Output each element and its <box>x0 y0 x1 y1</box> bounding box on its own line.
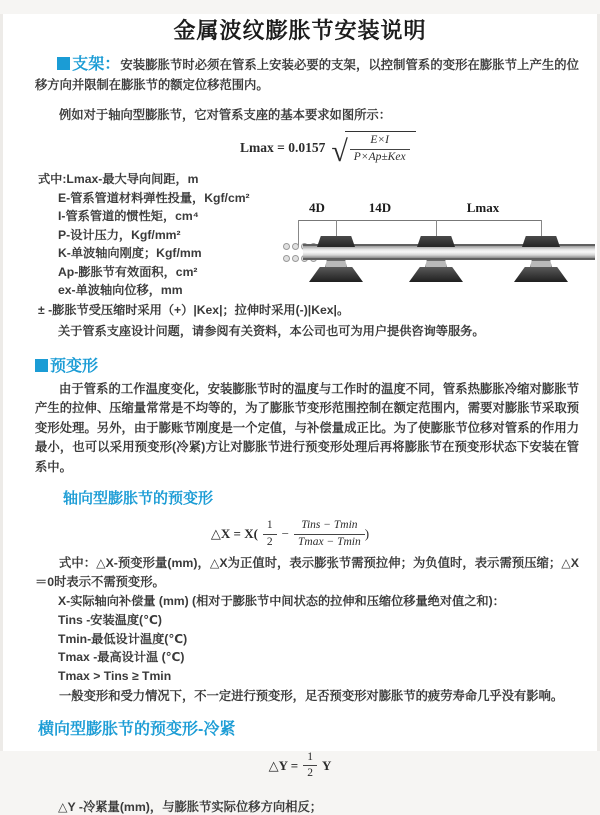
definition-line: 式中:Lmax-最大导向间距，m <box>38 172 199 186</box>
lateral-formula-rhs: Y <box>321 757 332 773</box>
axial-note: 一般变形和受力情况下，不一定进行预变形，足否预变形对膨胀节的疲劳寿命几乎没有影响。 <box>59 688 564 703</box>
formula-denominator: P×Ap±Kex <box>353 151 406 163</box>
radical-sign <box>331 131 415 168</box>
axial-item: Tmin-最低设计温度(℃) <box>58 631 188 646</box>
lateral-preform-formula <box>3 751 597 781</box>
blue-square-marker <box>35 359 48 372</box>
guide-clamp <box>317 236 355 247</box>
temp-denominator: Tmax − Tmin <box>298 535 361 548</box>
lateral-half-denominator: 2 <box>307 767 313 780</box>
axial-item: Tmax -最高设计温 (℃) <box>58 650 185 665</box>
axial-subheading: 轴向型膨胀节的预变形 <box>63 490 214 507</box>
pipe-support-diagram <box>283 200 597 292</box>
pipe-guide-support <box>304 236 368 284</box>
definition-line: E-管系管道材料弹性投量，Kgf/cm² <box>58 190 250 205</box>
dim-label-lmax: Lmax <box>466 200 500 215</box>
sqrt-glyph: √ <box>331 135 348 168</box>
axial-item: Tins -安装温度(℃) <box>58 612 162 627</box>
dim-label-4d: 4D <box>309 200 325 215</box>
support-intro-paragraph <box>35 55 579 95</box>
support-base <box>309 267 363 282</box>
axial-explain-paragraph: 式中：△X-预变形量(mm)，△X为正值时，表示膨张节需预拉伸；为负值时，表示需预压缩；△X＝0时表示不需预变形。 <box>35 556 579 589</box>
page-title: 金属波纹膨胀节安装说明 <box>173 18 427 43</box>
consult-note: 关于管系支座设计问题，请参阅有关资料，本公司也可为用户提供咨询等服务。 <box>58 324 485 338</box>
axial-preform-formula <box>3 518 577 550</box>
close-paren: ) <box>364 526 370 541</box>
temp-numerator: Tins − Tmin <box>294 519 365 535</box>
lateral-subheading: 横向型膨胀节的预变形-冷紧 <box>38 720 236 738</box>
half-numerator: 1 <box>263 519 277 535</box>
definition-line: I-管系管道的惯性矩，cm⁴ <box>58 209 199 223</box>
support-example-line: 例如对于轴向型膨胀节，它对管系支座的基本要求如图所示： <box>59 108 392 122</box>
definition-line: P-设计压力，Kgf/mm² <box>58 227 181 242</box>
guide-clamp <box>417 236 455 247</box>
document-page <box>0 14 600 814</box>
plus-minus-note: ± -膨胀节受压缩时采用（+）|Kex|；拉伸时采用(-)|Kex|。 <box>38 302 350 317</box>
definition-line: ex-单波轴向位移，mm <box>58 283 183 297</box>
definition-line: Ap-膨胀节有效面积，cm² <box>58 264 198 279</box>
axial-formula-lhs: △X = X( <box>210 526 258 541</box>
formula-numerator: E×I <box>350 134 410 150</box>
lateral-note: △Y -冷紧量(mm)，与膨胀节实际位移方向相反； <box>58 799 323 814</box>
blue-square-marker <box>57 57 70 70</box>
preform-section-heading <box>35 353 579 376</box>
half-denominator: 2 <box>266 535 273 548</box>
support-base <box>514 267 568 282</box>
support-base <box>409 267 463 282</box>
preform-heading-text: 预变形 <box>50 357 99 375</box>
lateral-half-numerator: 1 <box>303 751 317 767</box>
support-neck <box>325 260 347 268</box>
guide-spacing-formula <box>240 131 597 168</box>
dim-label-14d: 14D <box>368 200 392 215</box>
guide-clamp <box>522 236 560 247</box>
definition-line: K-单波轴向刚度；Kgf/mm <box>58 246 202 260</box>
dimension-line <box>298 220 541 221</box>
support-neck <box>530 260 552 268</box>
pipe-guide-support <box>404 236 468 284</box>
axial-variable-list <box>3 592 597 686</box>
axial-item: Tmax > Tins ≥ Tmin <box>58 669 172 684</box>
minus-operator: − <box>281 526 290 541</box>
preform-body-paragraph: 由于管系的工作温度变化，安装膨胀节时的温度与工作时的温度不同，管系热膨胀冷缩对膨胀节产生的拉伸、压缩量常常是不均等的，为了膨胀节变形范围控制在额定范围内，需要对膨胀节采取预变形处理。另外，由于膨账节刚度是一个定值，与补偿量成正比。为了使膨胀节位移对管系的作用力最小，也可以采用预变形(冷紧)方让对膨胀节进行预变形处理后再将膨胀节在预变形状态下安装在管系中。 <box>35 381 579 474</box>
support-neck <box>425 260 447 268</box>
axial-item: X-实际轴向补偿量 (mm) (相对于膨胀节中间状态的拉伸和压缩位移量绝对值之和)： <box>58 594 505 608</box>
support-intro-text: 安装膨胀节时必须在管系上安装必要的支架，以控制管系的变形在膨胀节上产生的位移方向并限制在膨胀节的额定位移范围内。 <box>35 58 579 92</box>
support-section-heading: 支架： <box>72 56 121 73</box>
formula-lhs: Lmax = 0.0157 <box>240 140 326 155</box>
pipe-guide-support <box>509 236 573 284</box>
lateral-formula-lhs: △Y = <box>268 757 299 773</box>
